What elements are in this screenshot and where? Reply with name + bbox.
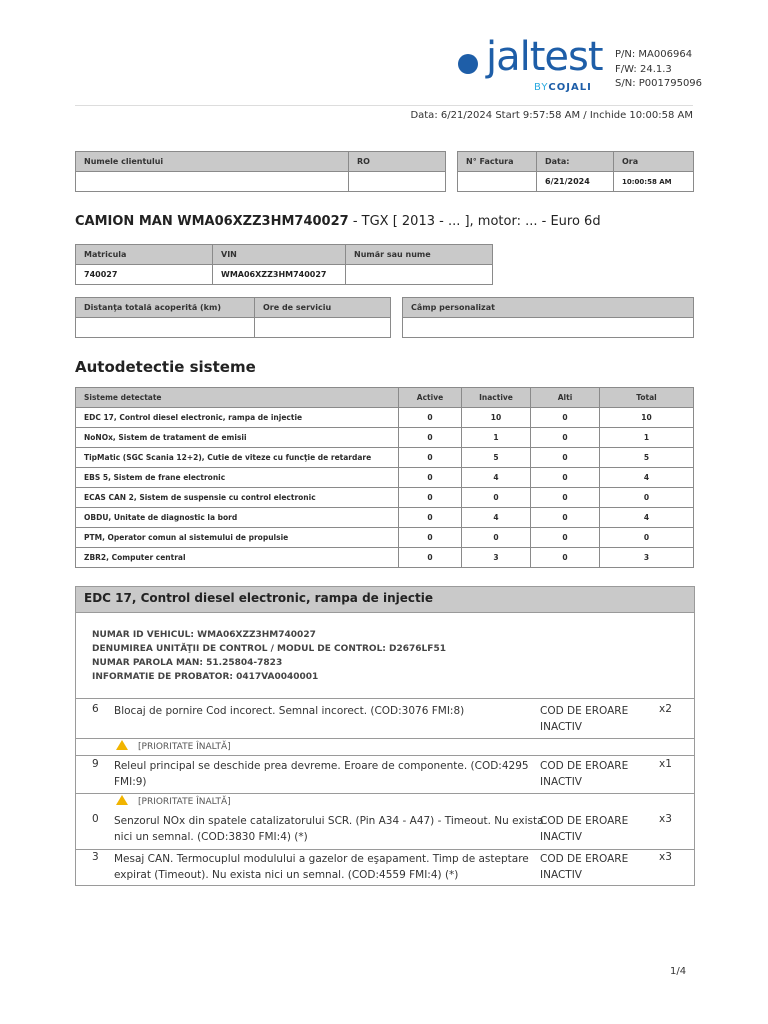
system-inactive: 0 bbox=[462, 488, 531, 508]
systems-col-inactive: Inactive bbox=[462, 388, 531, 408]
system-name: ZBR2, Computer central bbox=[76, 548, 399, 568]
system-row bbox=[76, 508, 694, 528]
session-dateline: Data: 6/21/2024 Start 9:57:58 AM / Inchide 10:00:58 AM bbox=[410, 110, 693, 121]
system-active: 0 bbox=[399, 488, 462, 508]
invoice-time-header: Ora bbox=[614, 152, 694, 172]
system-row bbox=[76, 448, 694, 468]
distance-table bbox=[75, 297, 391, 338]
system-other: 0 bbox=[531, 488, 600, 508]
system-other: 0 bbox=[531, 448, 600, 468]
vin-value: WMA06XZZ3HM740027 bbox=[213, 265, 346, 285]
edc-panel-header bbox=[76, 587, 694, 613]
system-inactive: 4 bbox=[462, 468, 531, 488]
logo-subtitle: BYCOJALI bbox=[534, 82, 592, 93]
device-info bbox=[615, 48, 702, 92]
service-hours-value bbox=[255, 318, 391, 338]
plate-header: Matricula bbox=[76, 245, 213, 265]
fault-description: Mesaj CAN. Termocuplul modulului a gazelor de eşapament. Timp de asteptare expirat (Timeout). Nu exista nici un semnal. (COD:4559 FMI:4) (*) bbox=[114, 853, 529, 881]
system-other: 0 bbox=[531, 508, 600, 528]
system-row bbox=[76, 528, 694, 548]
jaltest-logo bbox=[458, 34, 606, 96]
divider bbox=[76, 849, 694, 850]
system-row bbox=[76, 548, 694, 568]
system-other: 0 bbox=[531, 428, 600, 448]
system-total: 0 bbox=[600, 528, 694, 548]
system-total: 4 bbox=[600, 468, 694, 488]
invoice-table bbox=[457, 151, 694, 192]
edc-info-line: NUMAR ID VEHICUL: WMA06XZZ3HM740027 bbox=[92, 630, 316, 640]
system-active: 0 bbox=[399, 468, 462, 488]
system-total: 3 bbox=[600, 548, 694, 568]
distance-header: Distanţa totală acoperită (km) bbox=[76, 298, 255, 318]
system-name: EDC 17, Control diesel electronic, rampa de injectie bbox=[76, 408, 399, 428]
system-inactive: 0 bbox=[462, 528, 531, 548]
edc-info-line: NUMAR PAROLA MAN: 51.25804-7823 bbox=[92, 658, 283, 668]
warning-icon bbox=[116, 795, 128, 805]
fault-count: x1 bbox=[659, 758, 672, 770]
client-ro-header: RO bbox=[349, 152, 446, 172]
edc-panel bbox=[75, 586, 695, 886]
systems-body bbox=[76, 408, 694, 568]
firmware-version: F/W: 24.1.3 bbox=[615, 63, 672, 75]
system-name: TipMatic (SGC Scania 12+2), Cutie de viteze cu funcţie de retardare bbox=[76, 448, 399, 468]
system-inactive: 3 bbox=[462, 548, 531, 568]
custom-field-header: Câmp personalizat bbox=[403, 298, 694, 318]
distance-value bbox=[76, 318, 255, 338]
fault-status: COD DE EROARE INACTIV bbox=[540, 760, 629, 788]
system-other: 0 bbox=[531, 548, 600, 568]
edc-info-line: INFORMATIE DE PROBATOR: 0417VA0040001 bbox=[92, 672, 319, 682]
vehicle-id-table bbox=[75, 244, 493, 285]
client-name-value bbox=[76, 172, 349, 192]
service-hours-header: Ore de serviciu bbox=[255, 298, 391, 318]
systems-col-active: Active bbox=[399, 388, 462, 408]
system-name: EBS 5, Sistem de frane electronic bbox=[76, 468, 399, 488]
fault-number: 0 bbox=[92, 813, 99, 825]
invoice-number-value bbox=[458, 172, 537, 192]
system-other: 0 bbox=[531, 528, 600, 548]
priority-label: [PRIORITATE ÎNALTĂ] bbox=[116, 740, 231, 752]
autodetect-title: Autodetectie sisteme bbox=[75, 358, 256, 376]
invoice-time-value: 10:00:58 AM bbox=[614, 172, 694, 192]
system-inactive: 4 bbox=[462, 508, 531, 528]
edc-info bbox=[92, 628, 446, 684]
client-ro-value bbox=[349, 172, 446, 192]
fault-description: Blocaj de pornire Cod incorect. Semnal incorect. (COD:3076 FMI:8) bbox=[114, 705, 465, 717]
system-active: 0 bbox=[399, 508, 462, 528]
serial-number: S/N: P001795096 bbox=[615, 78, 703, 89]
system-inactive: 5 bbox=[462, 448, 531, 468]
system-total: 5 bbox=[600, 448, 694, 468]
warning-icon bbox=[116, 740, 128, 750]
fault-number: 6 bbox=[92, 703, 99, 715]
custom-field-value bbox=[403, 318, 694, 338]
system-total: 10 bbox=[600, 408, 694, 428]
logo-dot-icon bbox=[458, 54, 478, 74]
system-name: OBDU, Unitate de diagnostic la bord bbox=[76, 508, 399, 528]
client-name-header: Numele clientului bbox=[76, 152, 349, 172]
system-active: 0 bbox=[399, 548, 462, 568]
invoice-date-value: 6/21/2024 bbox=[537, 172, 614, 192]
system-row bbox=[76, 468, 694, 488]
fault-status: COD DE EROARE INACTIV bbox=[540, 853, 629, 881]
fault-number: 9 bbox=[92, 758, 99, 770]
fault-description: Senzorul NOx din spatele catalizatorului SCR. (Pin A34 - A47) - Timeout. Nu exista nici un semnal. (COD:3830 FMI:4) (*) bbox=[114, 815, 544, 843]
system-name: NoNOx, Sistem de tratament de emisii bbox=[76, 428, 399, 448]
system-row bbox=[76, 408, 694, 428]
priority-label: [PRIORITATE ÎNALTĂ] bbox=[116, 795, 231, 807]
fault-count: x3 bbox=[659, 813, 672, 825]
header-divider bbox=[75, 105, 693, 106]
system-row bbox=[76, 488, 694, 508]
invoice-number-header: N° Factura bbox=[458, 152, 537, 172]
system-active: 0 bbox=[399, 528, 462, 548]
part-number: P/N: MA006964 bbox=[615, 49, 693, 60]
system-inactive: 10 bbox=[462, 408, 531, 428]
divider bbox=[76, 755, 694, 756]
systems-table bbox=[75, 387, 694, 568]
number-name-header: Număr sau nume bbox=[346, 245, 493, 265]
systems-col-total: Total bbox=[600, 388, 694, 408]
system-active: 0 bbox=[399, 448, 462, 468]
fault-count: x3 bbox=[659, 851, 672, 863]
fault-status: COD DE EROARE INACTIV bbox=[540, 705, 629, 733]
logo-text: jaltest bbox=[486, 34, 603, 80]
system-total: 4 bbox=[600, 508, 694, 528]
plate-value: 740027 bbox=[76, 265, 213, 285]
edc-panel-title: EDC 17, Control diesel electronic, rampa de injectie bbox=[84, 591, 433, 605]
divider bbox=[76, 738, 694, 739]
system-active: 0 bbox=[399, 408, 462, 428]
divider bbox=[76, 698, 694, 699]
systems-col-name: Sisteme detectate bbox=[76, 388, 399, 408]
system-row bbox=[76, 428, 694, 448]
systems-header-row bbox=[76, 388, 694, 408]
fault-count: x2 bbox=[659, 703, 672, 715]
system-name: ECAS CAN 2, Sistem de suspensie cu control electronic bbox=[76, 488, 399, 508]
system-total: 1 bbox=[600, 428, 694, 448]
system-other: 0 bbox=[531, 408, 600, 428]
systems-col-other: Alti bbox=[531, 388, 600, 408]
system-active: 0 bbox=[399, 428, 462, 448]
client-table bbox=[75, 151, 446, 192]
invoice-date-header: Data: bbox=[537, 152, 614, 172]
system-total: 0 bbox=[600, 488, 694, 508]
edc-info-line: DENUMIREA UNITĂŢII DE CONTROL / MODUL DE CONTROL: D2676LF51 bbox=[92, 644, 446, 654]
system-other: 0 bbox=[531, 468, 600, 488]
vin-header: VIN bbox=[213, 245, 346, 265]
vehicle-title: CAMION MAN WMA06XZZ3HM740027 - TGX [ 2013 - ... ], motor: ... - Euro 6d bbox=[75, 214, 601, 229]
number-name-value bbox=[346, 265, 493, 285]
custom-field-table bbox=[402, 297, 694, 338]
fault-status: COD DE EROARE INACTIV bbox=[540, 815, 629, 843]
divider bbox=[76, 793, 694, 794]
system-name: PTM, Operator comun al sistemului de propulsie bbox=[76, 528, 399, 548]
fault-description: Releul principal se deschide prea devreme. Eroare de componente. (COD:4295 FMI:9) bbox=[114, 760, 529, 788]
page-number: 1/4 bbox=[670, 966, 687, 977]
system-inactive: 1 bbox=[462, 428, 531, 448]
fault-number: 3 bbox=[92, 851, 99, 863]
